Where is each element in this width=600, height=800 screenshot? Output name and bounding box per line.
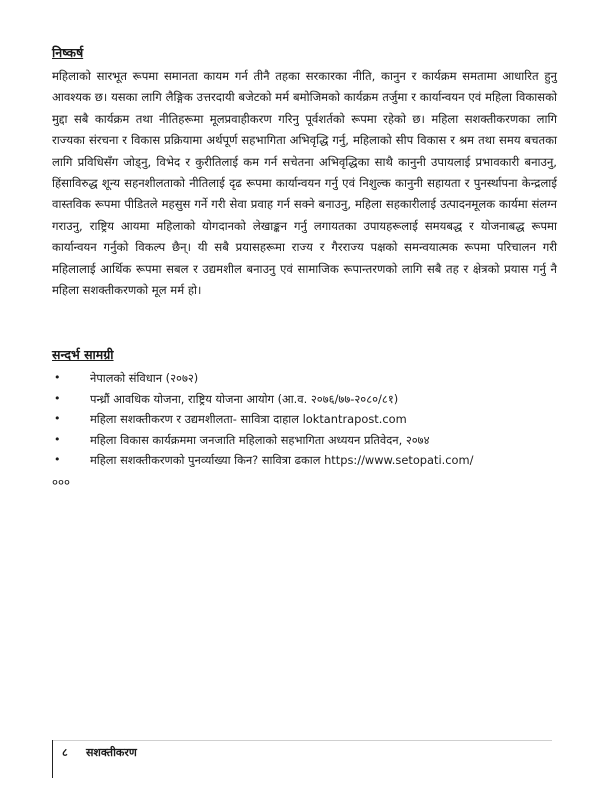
reference-item	[52, 389, 572, 410]
conclusion-paragraph: महिलाको सारभूत रूपमा समानता कायम गर्न तीनै तहका सरकारका नीति, कानुन र कार्यक्रम समतामा आधारित हुनु आवश्यक छ। यसका लागि लैङ्गिक उत्तरदायी बजेटको मर्म बमोजिमको कार्यक्रम तर्जुमा र कार्यान्वयन एवं महिला विकासको मुद्दा सबै कार्यक्रम तथा नीतिहरूमा मूलप्रवाहीकरण गरिनु पूर्वशर्तको रूपमा रहेको छ। महिला सशक्तीकरणका लागि राज्यका संरचना र विकास प्रक्रियामा अर्थपूर्ण सहभागिता अभिवृद्धि गर्नु, महिलाको सीप विकास र श्रम तथा समय बचतका लागि प्रविधिसँग जोड्नु, विभेद र कुरीतिलाई कम गर्न सचेतना अभिवृद्धिका साथै कानुनी उपायलाई प्रभावकारी बनाउनु, हिंसाविरुद्ध शून्य सहनशीलताको नीतिलाई दृढ रूपमा कार्यान्वयन गर्नु एवं निशुल्क कानुनी सहायता र पुनर्स्थापना केन्द्रलाई वास्तविक रूपमा पीडितले महसुस गर्ने गरी सेवा प्रवाह गर्न सक्ने बनाउनु, महिला सहकारीलाई उत्पादनमूलक कार्यमा संलग्न गराउनु, राष्ट्रिय आयमा महिलाको योगदानको लेखाङ्कन गर्नु लगायतका उपायहरूलाई समयबद्ध र योजनाबद्ध रूपमा कार्यान्वयन गर्नुको विकल्प छैन्। यी सबै प्रयासहरूमा राज्य र गैरराज्य पक्षको समन्वयात्मक रूपमा परिचालन गरी महिलालाई आर्थिक रूपमा सबल र उद्यमशील बनाउनु एवं सामाजिक रूपान्तरणको लागि सबै तह र क्षेत्रको प्रयास गर्नु नै महिला सशक्तीकरणको मूल मर्म हो।	[52, 69, 557, 298]
reference-text: महिला सशक्तीकरणको पुनर्व्याख्या किन? सावित्रा ढकाल https://www.setopati.com/	[90, 453, 474, 467]
reference-item	[52, 368, 572, 389]
reference-text: महिला सशक्तीकरण र उद्यमशीलता- सावित्रा दाहाल loktantrapost.com	[90, 412, 407, 426]
reference-text: पन्ध्रौं आवधिक योजना, राष्ट्रिय योजना आयोग (आ.व. २०७६/७७-२०८०/८१)	[90, 391, 399, 406]
footer-divider	[52, 740, 552, 741]
reference-text: महिला विकास कार्यक्रममा जनजाति महिलाको सहभागिता अध्ययन प्रतिवेदन, २०७४	[90, 432, 430, 447]
references-list	[52, 368, 572, 471]
reference-item	[52, 450, 572, 471]
running-title: सशक्तीकरण	[86, 746, 137, 759]
bullet-icon: •	[54, 371, 61, 384]
page-number: ८	[62, 746, 68, 759]
reference-text: नेपालको संविधान (२०७२)	[90, 371, 199, 385]
footer-vertical-rule	[52, 740, 53, 778]
reference-item	[52, 430, 572, 451]
bullet-icon: •	[54, 432, 61, 446]
references-heading: सन्दर्भ सामग्री	[52, 347, 114, 362]
section-end-mark: ०००	[52, 475, 70, 489]
reference-item	[52, 409, 572, 430]
conclusion-heading: निष्कर्ष	[52, 45, 84, 60]
bullet-icon: •	[54, 412, 61, 425]
bullet-icon: •	[54, 391, 61, 405]
bullet-icon: •	[54, 453, 61, 466]
